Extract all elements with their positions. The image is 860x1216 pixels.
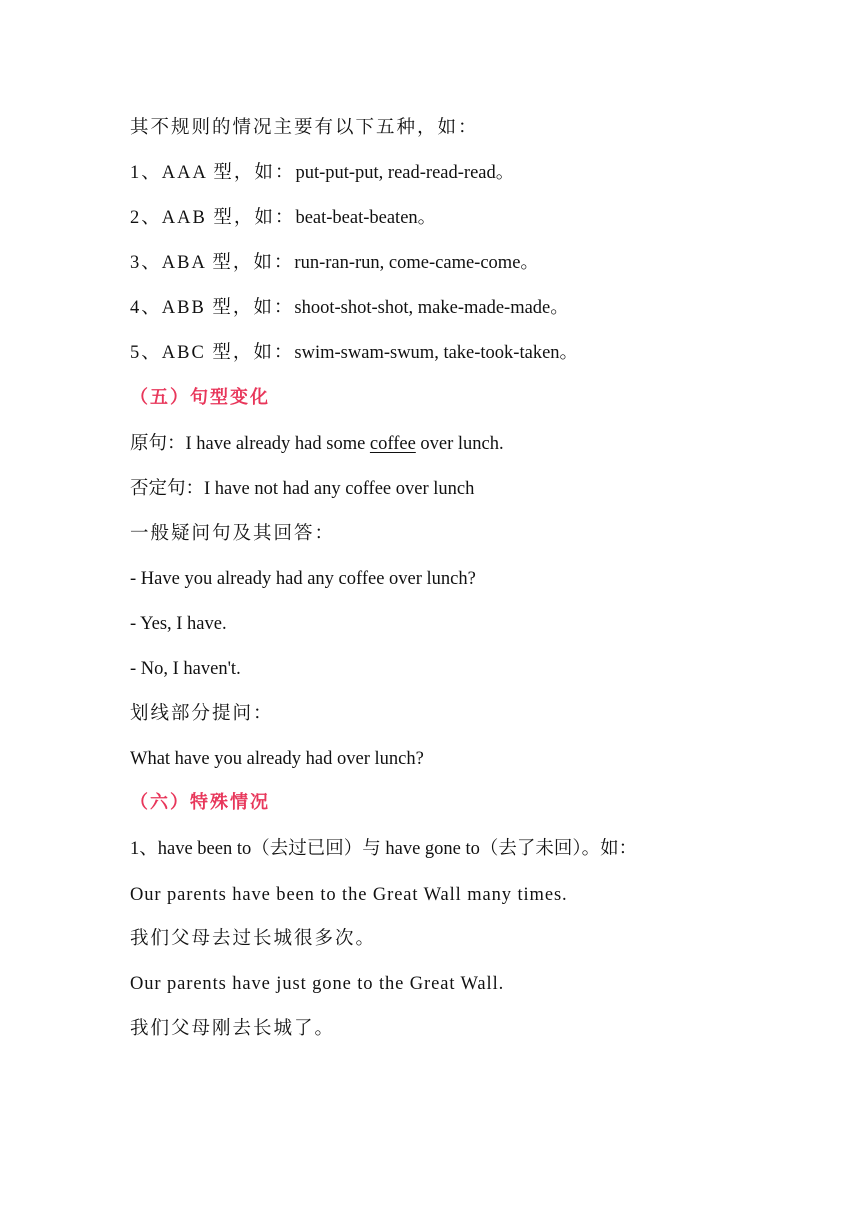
pattern-aab xyxy=(130,206,436,230)
underline-question-label: 划线部分提问： xyxy=(130,704,274,724)
yes-answer: - Yes, I have. xyxy=(130,614,227,634)
pattern-aba xyxy=(130,251,539,275)
original-prefix: 原句： xyxy=(130,434,186,454)
pattern-label: 2、AAB 型，如： xyxy=(130,208,296,228)
pattern-label: 5、ABC 型，如： xyxy=(130,343,295,363)
no-answer: - No, I haven't. xyxy=(130,659,241,679)
pattern-label: 3、ABA 型，如： xyxy=(130,253,295,273)
question-label: 一般疑问句及其回答： xyxy=(130,524,336,544)
pattern-example: swim-swam-swum, take-took-taken。 xyxy=(294,343,579,363)
pattern-label: 4、ABB 型，如： xyxy=(130,298,295,318)
pattern-abb xyxy=(130,296,569,320)
example2-chinese: 我们父母刚去长城了。 xyxy=(130,1019,336,1039)
question-sentence: - Have you already had any coffee over lunch? xyxy=(130,569,476,589)
pattern-abc xyxy=(130,341,578,365)
section6-heading: （六）特殊情况 xyxy=(130,792,270,813)
pattern-example: run-ran-run, come-came-come。 xyxy=(294,253,539,273)
example2-english: Our parents have just gone to the Great Wall. xyxy=(130,974,505,994)
underline-question: What have you already had over lunch? xyxy=(130,749,424,769)
example1-chinese: 我们父母去过长城很多次。 xyxy=(130,929,377,949)
pattern-example: beat-beat-beaten。 xyxy=(295,208,437,228)
original-after: over lunch. xyxy=(415,434,504,454)
section5-heading: （五）句型变化 xyxy=(130,387,270,408)
example1-english: Our parents have been to the Great Wall many times. xyxy=(130,885,568,905)
underlined-word: coffee xyxy=(369,434,416,454)
pattern-label: 1、AAA 型，如： xyxy=(130,163,296,183)
pattern-aaa xyxy=(130,161,514,185)
original-sentence xyxy=(130,432,504,456)
pattern-example: put-put-put, read-read-read。 xyxy=(295,163,515,183)
special-item-1: 1、have been to（去过已回）与 have gone to（去了未回）。如： xyxy=(130,839,638,859)
original-before: I have already had some xyxy=(185,434,370,454)
negative-sentence: 否定句：I have not had any coffee over lunch xyxy=(130,479,475,499)
intro-text: 其不规则的情况主要有以下五种，如： xyxy=(130,118,479,138)
pattern-example: shoot-shot-shot, make-made-made。 xyxy=(294,298,569,318)
